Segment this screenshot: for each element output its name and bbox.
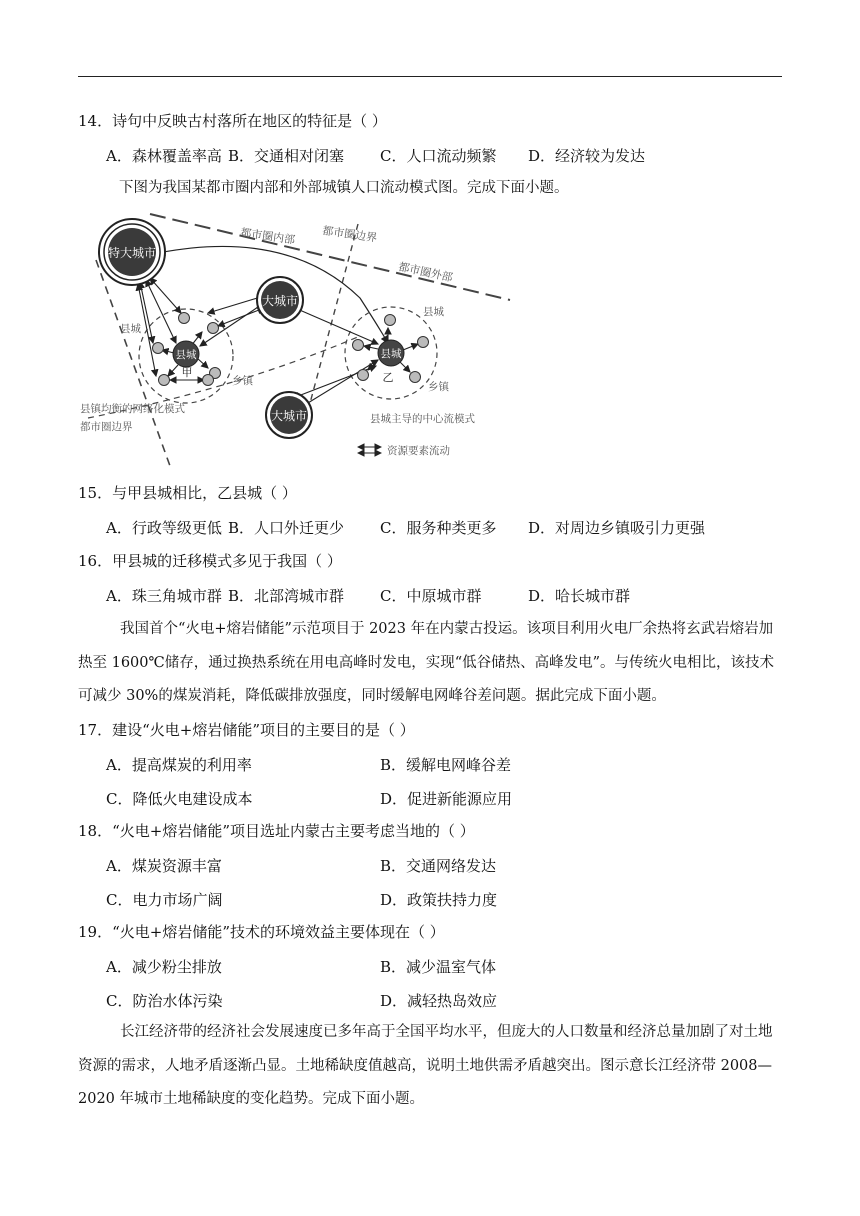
q14-option-a[interactable]: A．森林覆盖率高 [106, 147, 222, 165]
q16-option-b[interactable]: B．北部湾城市群 [228, 587, 345, 605]
legend-flow-icon [358, 447, 381, 453]
q19-option-d[interactable]: D．减轻热岛效应 [380, 992, 498, 1010]
q18-stem: 18．“火电+熔岩储能”项目选址内蒙古主要考虑当地的（ ） [78, 822, 475, 840]
q16-option-c[interactable]: C．中原城市群 [380, 587, 482, 605]
q17-option-d[interactable]: D．促进新能源应用 [380, 790, 513, 808]
township-label-left: 乡镇 [232, 375, 253, 387]
inner-label: 都市圈内部 [239, 226, 296, 247]
q14-option-d[interactable]: D．经济较为发达 [528, 147, 646, 165]
q15-option-c[interactable]: C．服务种类更多 [380, 519, 497, 537]
legend-label: 资源要素流动 [387, 445, 450, 457]
county-label-left: 县城 [120, 323, 141, 335]
big-city-label-2: 大城市 [270, 409, 308, 423]
township-label-right: 乡镇 [428, 381, 449, 393]
megacity-label: 特大城市 [107, 246, 157, 260]
county-jia-node-label: 县城 [175, 349, 197, 361]
q17-stem: 17．建设“火电+熔岩储能”项目的主要目的是（ ） [78, 721, 415, 739]
q15-option-a[interactable]: A．行政等级更低 [106, 519, 222, 537]
q17-option-b[interactable]: B．缓解电网峰谷差 [380, 756, 512, 774]
passage-energy: 我国首个“火电+熔岩储能”示范项目于 2023 年在内蒙古投运。该项目利用火电厂余热将玄武岩熔岩加热至 1600℃储存，通过换热系统在用电高峰时发电，实现“低谷储热、高峰发电”。与传统火电相比，该技术可减少 30%的煤炭消耗，降低碳排放强度，同时缓解电网峰谷差问题。据此完成下面小题。 [78, 621, 775, 704]
county-label-right: 县城 [423, 306, 444, 318]
q14-option-b[interactable]: B．交通相对闭塞 [228, 147, 345, 165]
header-rule [78, 76, 782, 77]
q16-option-a[interactable]: A．珠三角城市群 [106, 587, 222, 605]
q15-option-d[interactable]: D．对周边乡镇吸引力更强 [528, 519, 706, 537]
boundary-label-top: 都市圈边界 [321, 224, 378, 245]
q16-stem: 16．甲县城的迁移模式多见于我国（ ） [78, 552, 342, 570]
q15-stem: 15．与甲县城相比，乙县城（ ） [78, 484, 297, 502]
q18-option-a[interactable]: A．煤炭资源丰富 [106, 857, 222, 875]
passage-yangtze: 长江经济带的经济社会发展速度已多年高于全国平均水平，但庞大的人口数量和经济总量加剧了对土地资源的需求，人地矛盾逐渐凸显。土地稀缺度值越高，说明土地供需矛盾越突出。图示意长江经济带 2008—2020 年城市土地稀缺度的变化趋势。完成下面小题。 [78, 1024, 773, 1107]
q19-stem: 19．“火电+熔岩储能”技术的环境效益主要体现在（ ） [78, 923, 445, 941]
q19-option-b[interactable]: B．减少温室气体 [380, 958, 497, 976]
outer-label: 都市圈外部 [397, 260, 454, 285]
q18-option-b[interactable]: B．交通网络发达 [380, 857, 497, 875]
q14-option-c[interactable]: C．人口流动频繁 [380, 147, 497, 165]
population-flow-diagram [78, 208, 518, 470]
q15-option-b[interactable]: B．人口外迁更少 [228, 519, 345, 537]
q19-option-a[interactable]: A．减少粉尘排放 [106, 958, 222, 976]
q19-option-c[interactable]: C．防治水体污染 [106, 992, 223, 1010]
q16-option-d[interactable]: D．哈长城市群 [528, 587, 631, 605]
q17-option-a[interactable]: A．提高煤炭的利用率 [106, 756, 252, 774]
big-city-label-1: 大城市 [261, 294, 299, 308]
figure-intro: 下图为我国某都市圈内部和外部城镇人口流动模式图。完成下面小题。 [119, 180, 569, 196]
q17-option-c[interactable]: C．降低火电建设成本 [106, 790, 253, 808]
q18-option-c[interactable]: C．电力市场广阔 [106, 891, 223, 909]
boundary-label-left: 都市圈边界 [80, 421, 133, 433]
network-mode-label: 县镇均衡的网络化模式 [80, 403, 185, 415]
yi-label: 乙 [382, 371, 394, 384]
center-mode-label: 县城主导的中心流模式 [370, 413, 475, 425]
q14-stem: 14．诗句中反映古村落所在地区的特征是（ ） [78, 112, 387, 130]
jia-label: 甲 [181, 366, 193, 379]
q18-option-d[interactable]: D．政策扶持力度 [380, 891, 498, 909]
county-yi-node-label: 县城 [380, 348, 402, 360]
